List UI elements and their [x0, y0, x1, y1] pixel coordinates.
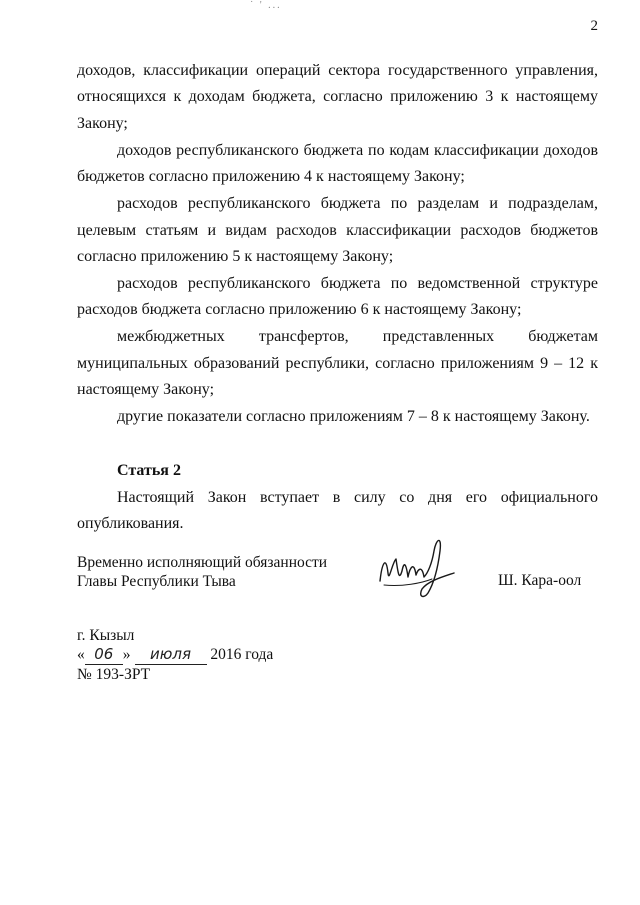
paragraph-expenses-sections: расходов республиканского бюджета по разделам и подразделам, целевым статьям и видам расходов классификации расходов бюджетов согласно приложению 5 к настоящему Закону;: [77, 195, 598, 266]
signatory-name: Ш. Кара-оол: [498, 572, 582, 589]
signature-title-block: [77, 553, 327, 591]
place-date-block: [77, 626, 273, 684]
handwritten-signature: [372, 533, 467, 601]
signatory-position-line1: Временно исполняющий обязанности: [77, 554, 328, 571]
paragraph-other-indicators: другие показатели согласно приложениям 7 – 8 к настоящему Закону.: [117, 408, 590, 426]
top-scan-mark: ˙ ' ...: [250, 0, 282, 11]
handwritten-day: 06: [85, 645, 123, 665]
article-text: Настоящий Закон вступает в силу со дня его официального опубликования.: [77, 488, 598, 533]
document-body: [77, 58, 598, 538]
close-quote: »: [122, 646, 131, 663]
paragraph-expenses-departmental: расходов республиканского бюджета по ведомственной структуре расходов бюджета согласно приложению 6 к настоящему Закону;: [77, 275, 598, 319]
paragraph-republic-incomes: доходов республиканского бюджета по кодам классификации доходов бюджетов согласно приложению 4 к настоящему Закону;: [77, 141, 598, 186]
paragraph-interbudget-transfers: межбюджетных трансфертов, представленных бюджетам муниципальных образований республики, согласно приложениям 9 – 12 к настоящему Закону;: [77, 328, 598, 399]
open-quote: «: [77, 646, 85, 663]
handwritten-month: июля: [135, 645, 207, 665]
paragraph-incomes-classification: доходов, классификации операций сектора государственного управления, относящихся к доходам бюджета, согласно приложению 3 к настоящему Закону;: [77, 62, 598, 132]
signatory-position-line2: Главы Республики Тыва: [77, 573, 236, 590]
date-line: [77, 645, 273, 665]
law-number: № 193-ЗРТ: [77, 666, 151, 683]
year-text: 2016 года: [210, 646, 274, 663]
city: г. Кызыл: [77, 627, 135, 644]
section-spacer: [77, 431, 598, 458]
article-heading: Статья 2: [117, 462, 181, 480]
page-number: 2: [590, 18, 598, 34]
